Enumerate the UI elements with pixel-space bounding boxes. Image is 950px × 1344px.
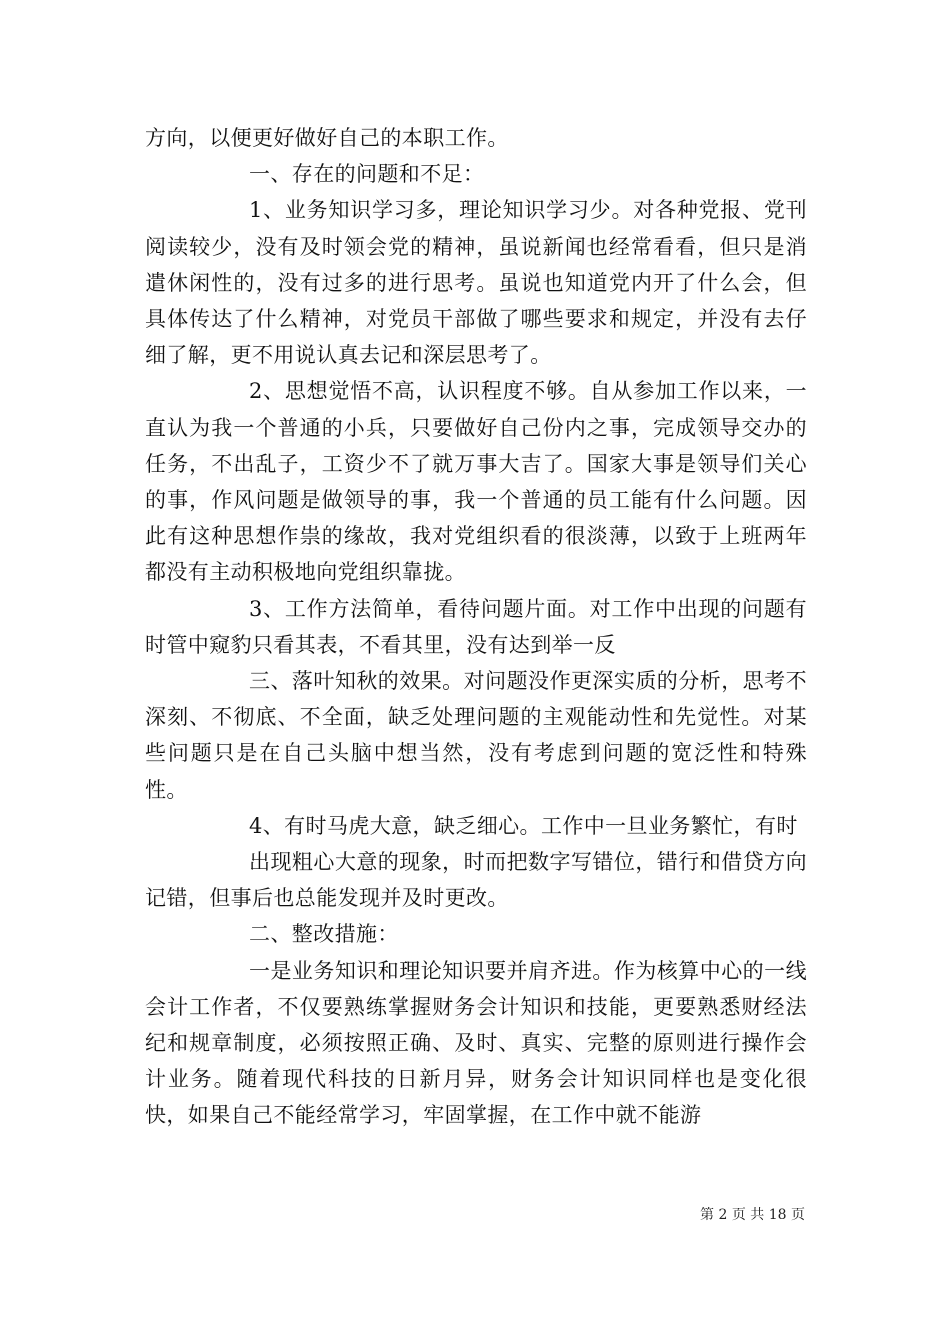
paragraph: 3、工作方法简单，看待问题片面。对工作中出现的问题有时管中窥豹只看其表，不看其里，没有达到举一反 — [145, 596, 807, 657]
paragraph: 三、落叶知秋的效果。对问题没作更深实质的分析，思考不深刻、不彻底、不全面，缺乏处理问题的主观能动性和先觉性。对某些问题只是在自己头脑中想当然，没有考虑到问题的宽泛性和特殊性。 — [145, 669, 807, 802]
document-body — [145, 120, 807, 1134]
paragraph: 1、业务知识学习多，理论知识学习少。对各种党报、党刊阅读较少，没有及时领会党的精神，虽说新闻也经常看看，但只是消遣休闲性的，没有过多的进行思考。虽说也知道党内开了什么会，但具体传达了什么精神，对党员干部做了哪些要求和规定，并没有去仔细了解，更不用说认真去记和深层思考了。 — [145, 198, 807, 368]
paragraph: 一是业务知识和理论知识要并肩齐进。作为核算中心的一线会计工作者，不仅要熟练掌握财务会计知识和技能，更要熟悉财经法纪和规章制度，必须按照正确、及时、真实、完整的原则进行操作会计业务。随着现代科技的日新月异，财务会计知识同样也是变化很快，如果自己不能经常学习，牢固掌握，在工作中就不能游 — [145, 958, 807, 1128]
paragraph: 方向，以便更好做好自己的本职工作。 — [145, 126, 509, 150]
paragraph: 4、有时马虎大意，缺乏细心。工作中一旦业务繁忙，有时 — [249, 813, 798, 838]
paragraph: 2、思想觉悟不高，认识程度不够。自从参加工作以来，一直认为我一个普通的小兵，只要做好自己份内之事，完成领导交办的任务，不出乱子，工资少不了就万事大吉了。国家大事是领导们关心的事，作风问题是做领导的事，我一个普通的员工能有什么问题。因此有这种思想作祟的缘故，我对党组织看的很淡薄，以致于上班两年都没有主动积极地向党组织靠拢。 — [145, 379, 807, 585]
paragraph: 出现粗心大意的现象，时而把数字写错位，错行和借贷方向记错，但事后也总能发现并及时更改。 — [145, 850, 807, 911]
section-heading-problems: 一、存在的问题和不足： — [249, 162, 485, 187]
section-heading-measures: 二、整改措施： — [249, 922, 399, 947]
page-number: 第 2 页 共 18 页 — [700, 1207, 805, 1223]
